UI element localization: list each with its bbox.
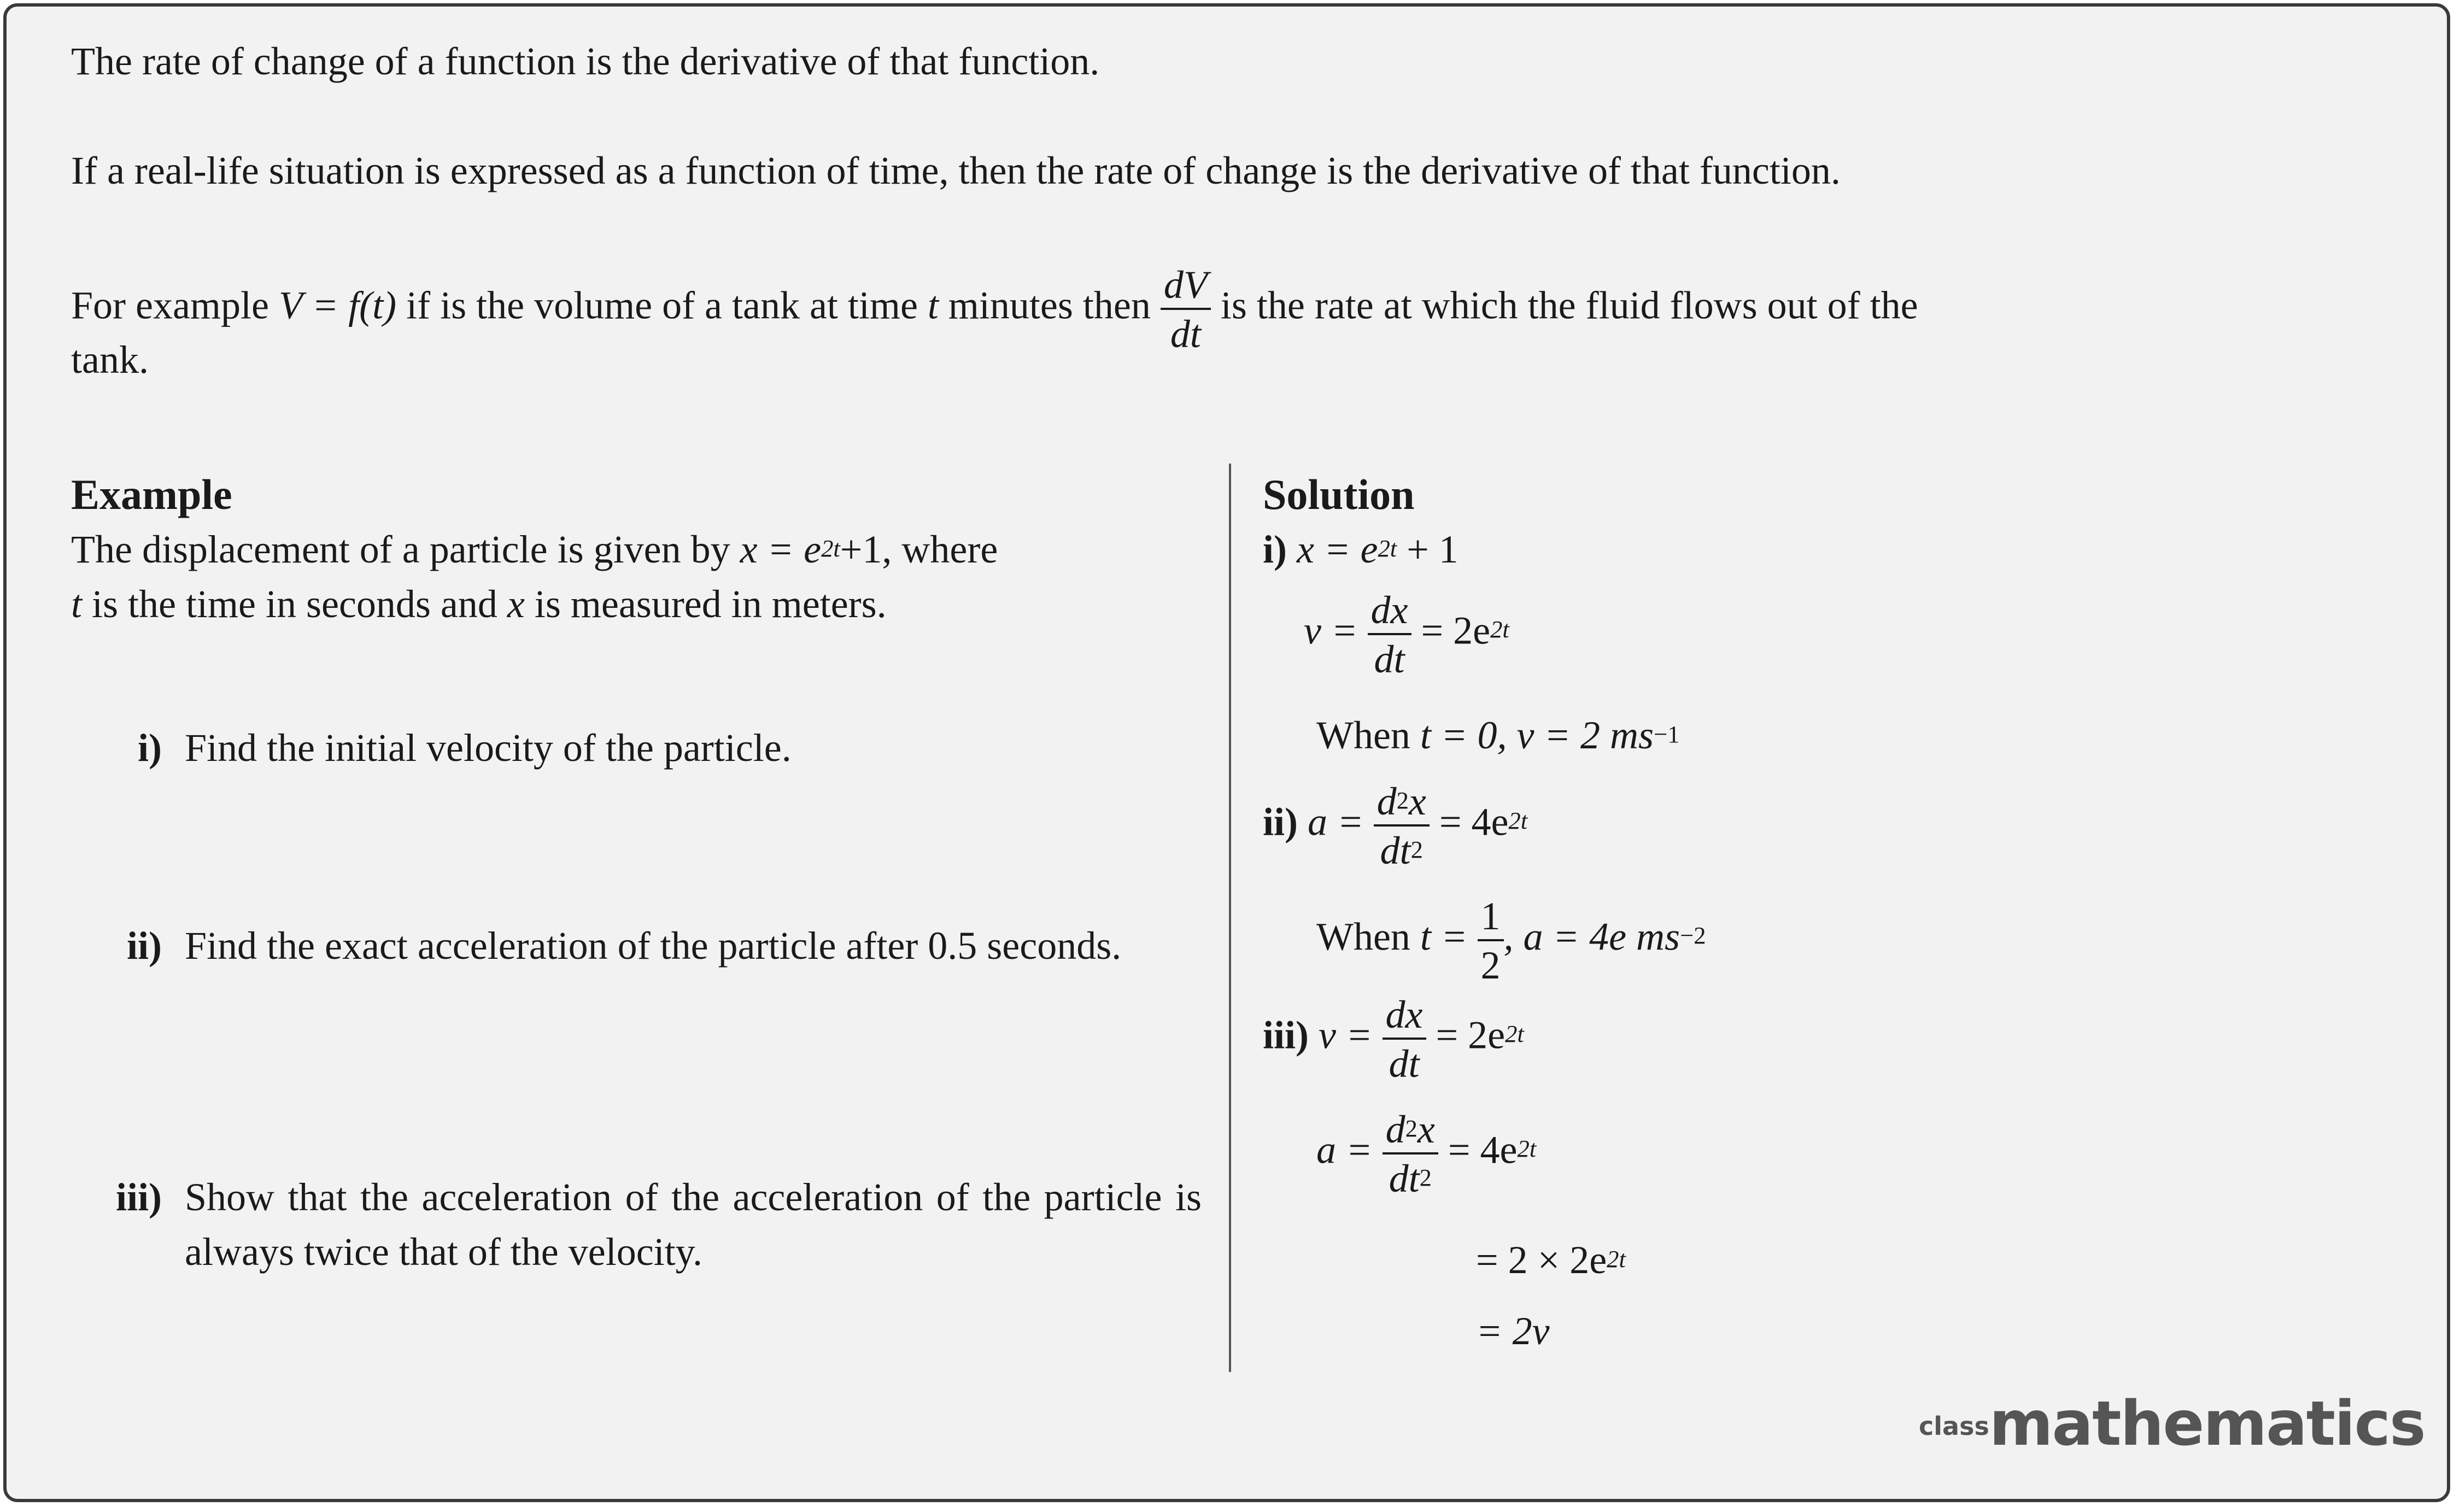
half-fraction: $\frac{1}{2}$ xyxy=(1478,896,1504,985)
question-1-number: i) xyxy=(138,726,162,770)
solution-step-1: = $2 \times 2e^{2t}$ xyxy=(1476,1238,1626,1282)
d2x-dt2-fraction-2: $\frac{d^2x}{dt^2}$ xyxy=(1383,1110,1438,1198)
question-3-text: Show that the acceleration of the acceleration of the particle is always twice that of the velocity. xyxy=(185,1175,1202,1274)
example-heading: Example xyxy=(71,471,232,518)
solution-heading: Solution xyxy=(1263,471,1415,518)
solution-accel-line: a = $\frac{d^2x}{dt^2}$ = $4e^{2t}$ xyxy=(1316,1107,1537,1200)
dx-dt-fraction-2: $\frac{dx}{dt}$ xyxy=(1383,995,1426,1083)
dV-dt-fraction: $\frac{dV}{dt}$ xyxy=(1161,265,1211,354)
d2x-dt2-fraction: $\frac{d^2x}{dt^2}$ xyxy=(1374,782,1430,870)
question-2-number: ii) xyxy=(127,924,162,968)
solution-when-t0: When t = 0, v = 2 $ms^{-1}$ xyxy=(1316,713,1680,757)
intro-paragraph-1: The rate of change of a function is the derivative of that function. xyxy=(71,39,1100,83)
question-3-number: iii) xyxy=(116,1175,162,1219)
intro-paragraph-3-end: tank. xyxy=(71,338,149,382)
solution-ii-line: ii) a = $\frac{d^2x}{dt^2}$ = $4e^{2t}$ xyxy=(1263,780,1528,872)
question-2-text: Find the exact acceleration of the particle after 0.5 seconds. xyxy=(185,924,1122,968)
intro-paragraph-2: If a real-life situation is expressed as a function of time, then the rate of change is the derivative of that function. xyxy=(71,149,1841,192)
column-divider xyxy=(1229,464,1231,1372)
example-line-2: t is the time in seconds and x is measured in meters. xyxy=(71,582,887,626)
solution-step-2: = 2v xyxy=(1476,1309,1550,1353)
solution-i-line: i) $x = e^{2t} + 1$ xyxy=(1263,528,1459,571)
classmathematics-logo: classmathematics xyxy=(1919,1388,2425,1460)
solution-iii-line: iii) v = $\frac{dx}{dt}$ = $2e^{2t}$ xyxy=(1263,993,1524,1086)
solution-velocity-line: v = $\frac{dx}{dt}$ = $2e^{2t}$ xyxy=(1304,588,1509,681)
question-1-text: Find the initial velocity of the particle. xyxy=(185,726,792,770)
solution-when-half: When t = $\frac{1}{2}$ , a = 4e $ms^{-2}$ xyxy=(1316,894,1706,987)
intro-paragraph-3: For example V = f(t) if is the volume of a tank at time t minutes then $\frac{dV}{dt}$ is the rate at which the fluid flows out of the xyxy=(71,263,1918,356)
example-line-1: The displacement of a particle is given by $x = e^{2t}+1$, where xyxy=(71,528,998,571)
dx-dt-fraction: $\frac{dx}{dt}$ xyxy=(1368,590,1411,679)
